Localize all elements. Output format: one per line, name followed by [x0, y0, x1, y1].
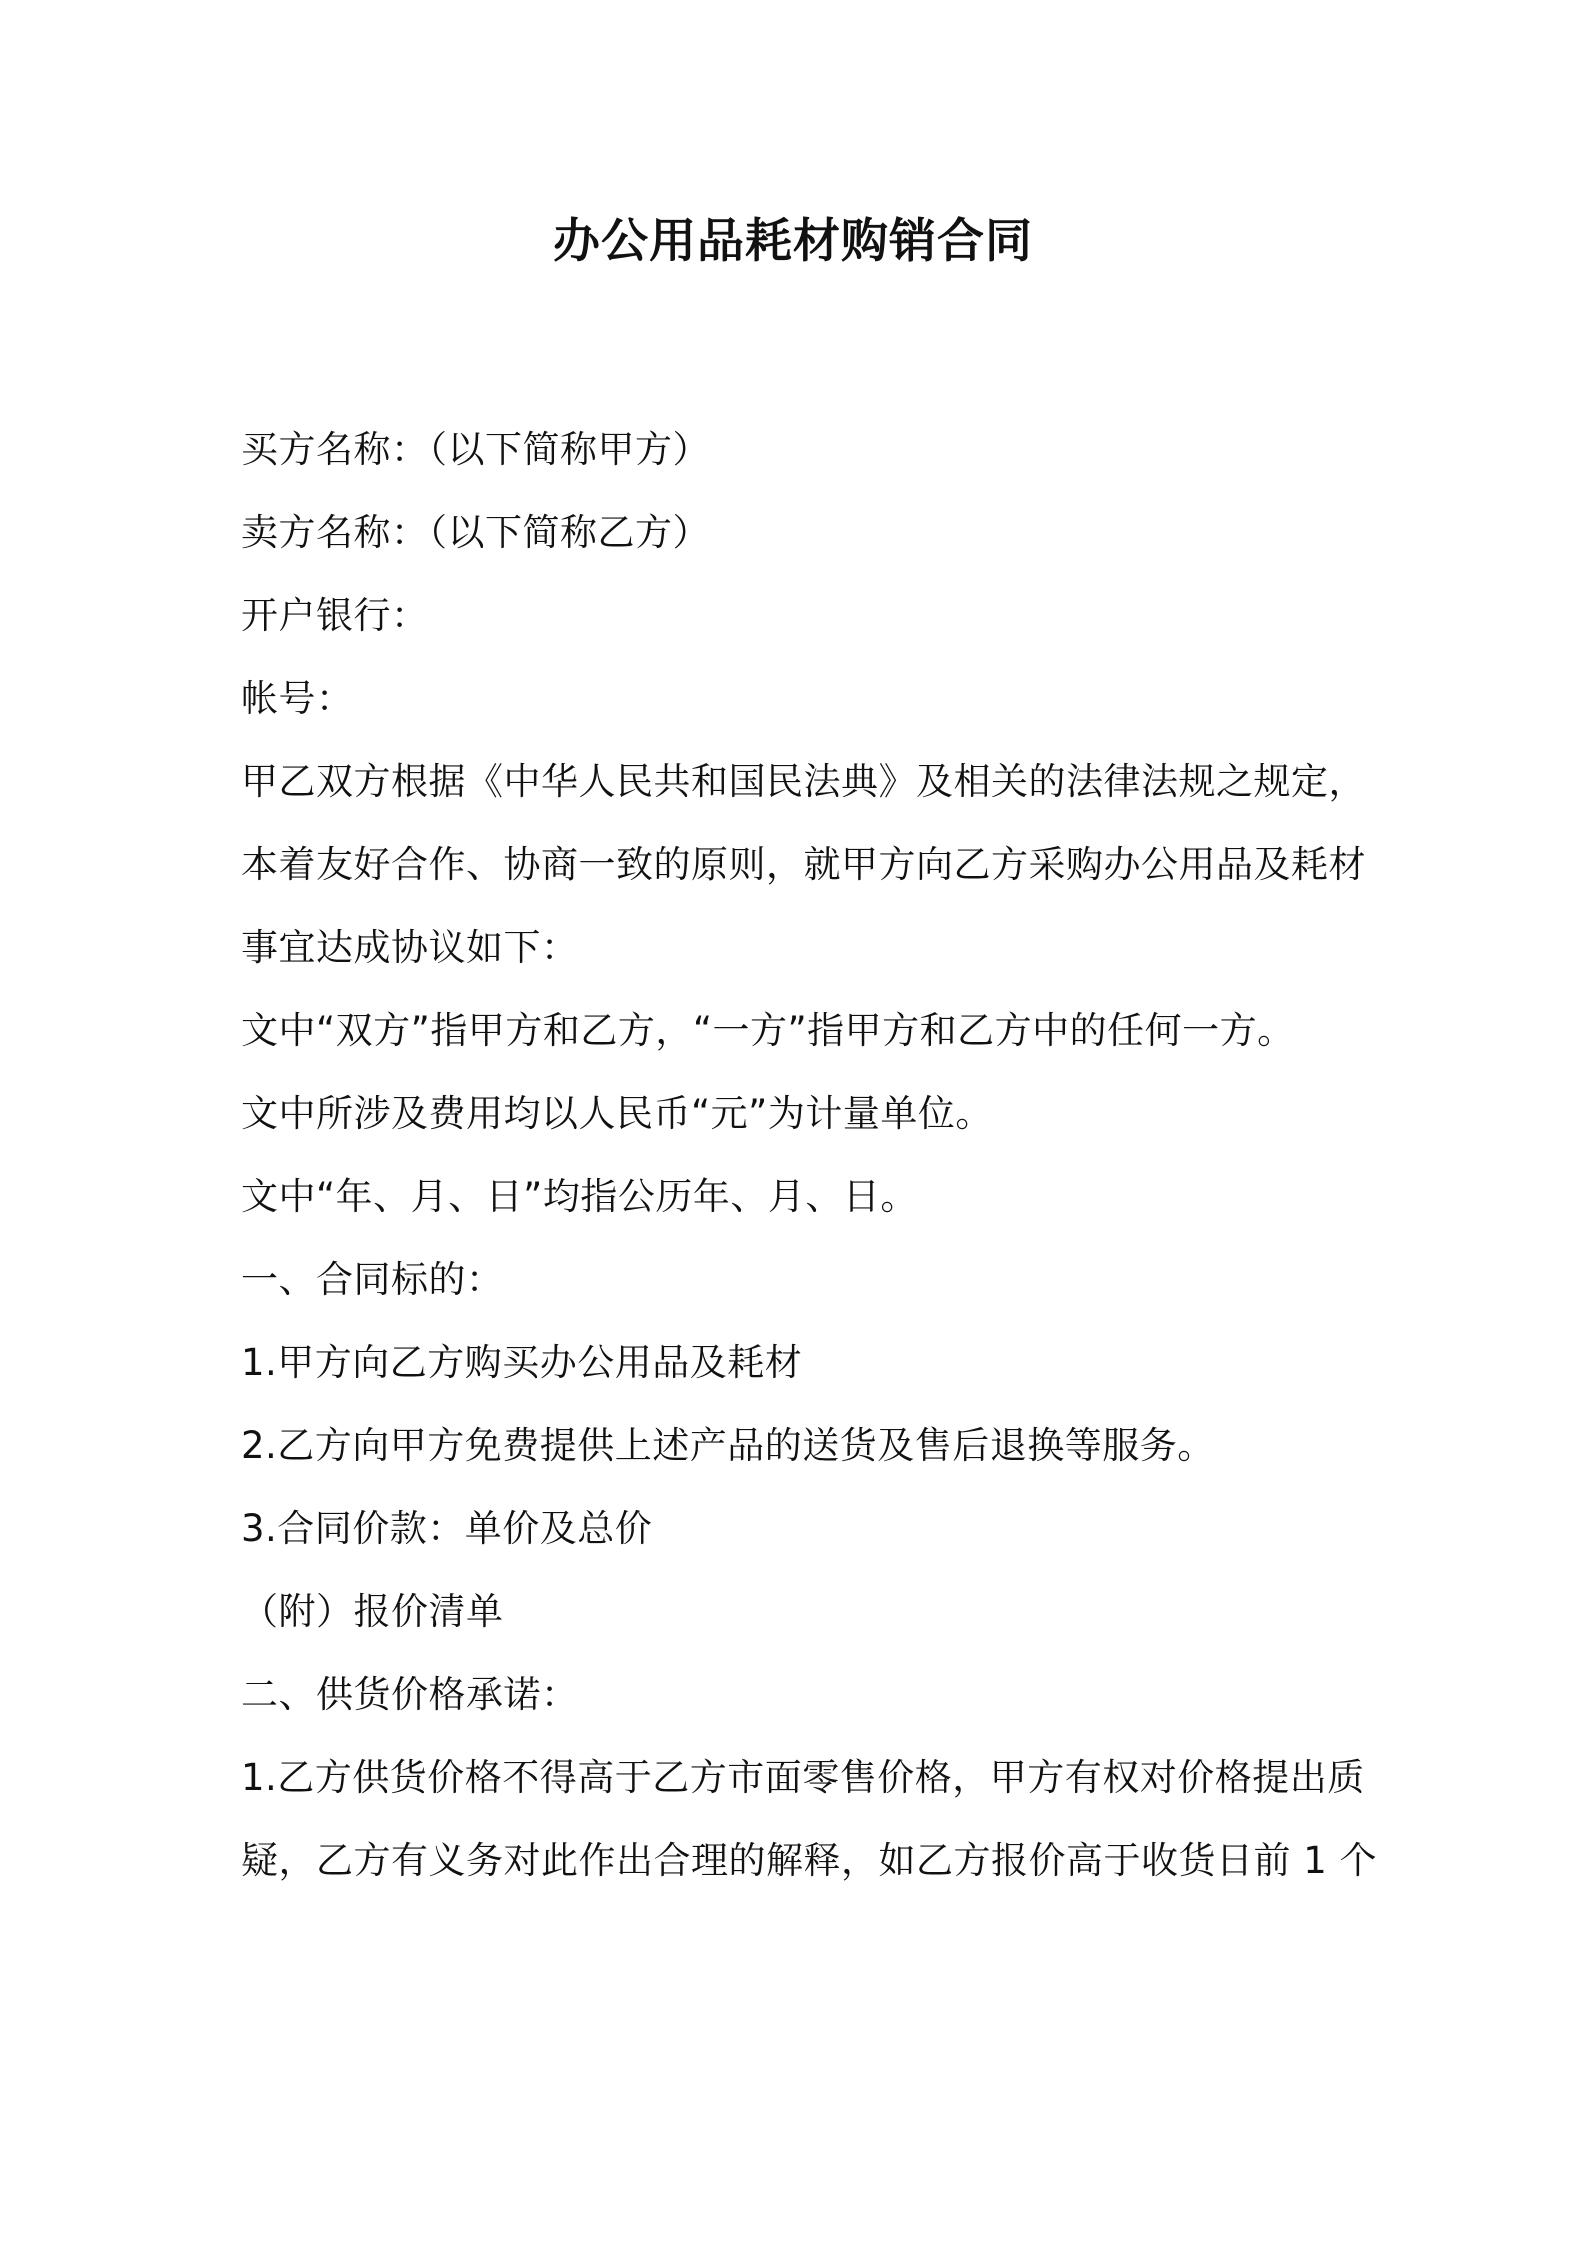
definition-currency-line: 文中所涉及费用均以人民币“元”为计量单位。: [241, 1092, 993, 1135]
section-1-item-2: 2.乙方向甲方免费提供上述产品的送货及售后退换等服务。: [241, 1424, 1215, 1467]
section-1-item-3: 3.合同价款：单价及总价: [241, 1507, 653, 1550]
bank-line: 开户银行：: [241, 594, 429, 637]
section-2-item-1-line-2: 疑，乙方有义务对此作出合理的解释，如乙方报价高于收货日前 1 个: [241, 1839, 1378, 1882]
seller-name-line: 卖方名称：（以下简称乙方）: [241, 511, 710, 554]
preamble-line-2: 本着友好合作、协商一致的原则，就甲方向乙方采购办公用品及耗材: [241, 843, 1366, 886]
quote-list-line: （附）报价清单: [241, 1590, 504, 1633]
document-body: [241, 408, 1378, 1902]
definition-date-line: 文中“年、月、日”均指公历年、月、日。: [241, 1175, 918, 1218]
section-1-heading: 一、合同标的：: [241, 1258, 504, 1301]
account-line: 帐号：: [241, 677, 354, 720]
section-2-item-1-line-1: 1.乙方供货价格不得高于乙方市面零售价格，甲方有权对价格提出质: [241, 1756, 1365, 1799]
definition-parties-line: 文中“双方”指甲方和乙方，“一方”指甲方和乙方中的任何一方。: [241, 1009, 1295, 1052]
preamble-line-3: 事宜达成协议如下：: [241, 926, 579, 969]
preamble-line-1: 甲乙双方根据《中华人民共和国民法典》及相关的法律法规之规定，: [241, 760, 1366, 803]
section-1-item-1: 1.甲方向乙方购买办公用品及耗材: [241, 1341, 803, 1384]
section-2-heading: 二、供货价格承诺：: [241, 1673, 579, 1716]
document-title: 办公用品耗材购销合同: [553, 214, 1033, 269]
buyer-name-line: 买方名称：（以下简称甲方）: [241, 428, 710, 471]
